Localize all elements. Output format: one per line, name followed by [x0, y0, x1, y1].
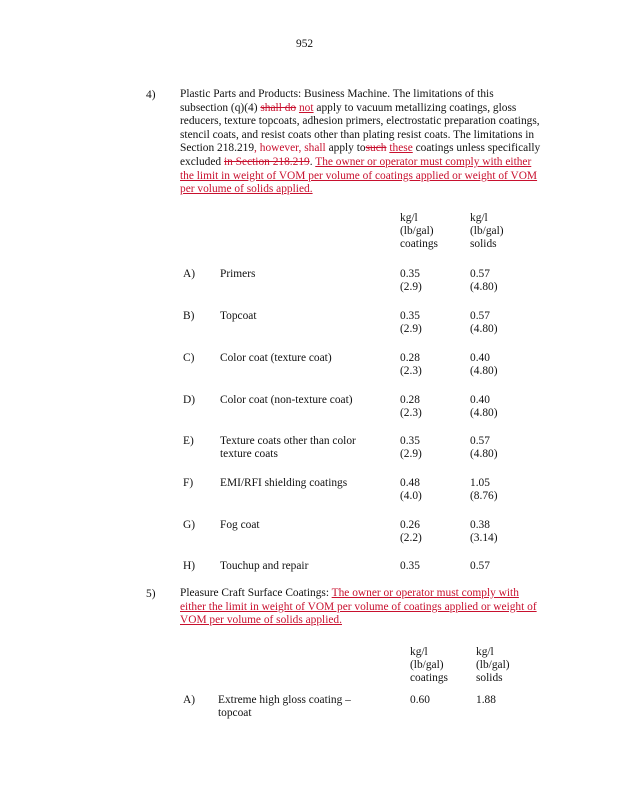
header-line: (lb/gal): [410, 659, 444, 671]
header-line: kg/l: [470, 212, 488, 224]
row-coatings-value: 0.26 (2.2): [400, 519, 422, 544]
row-solids-value: 0.57 (4.80): [470, 435, 498, 460]
row-letter: H): [183, 560, 196, 572]
header-line: kg/l: [410, 646, 428, 658]
text-run: coatings unless specifically excluded: [180, 142, 541, 168]
row-letter: F): [183, 477, 194, 489]
section-4-paragraph: [180, 88, 542, 197]
header-line: (lb/gal): [400, 225, 434, 237]
text-run: shall do: [260, 101, 297, 114]
header-line: coatings: [410, 672, 448, 684]
row-label: Topcoat: [220, 310, 257, 322]
row-solids-value: 0.40 (4.80): [470, 352, 498, 377]
section-5-coatings-header: [410, 646, 448, 685]
row-solids-value: 0.57 (4.80): [470, 310, 498, 335]
row-label: Color coat (texture coat): [220, 352, 332, 364]
row-label: Fog coat: [220, 519, 260, 531]
header-line: (lb/gal): [470, 225, 504, 237]
text-run: Plastic Parts and Products: Business Machine. The limitations of this subsection (q)(4): [180, 88, 494, 114]
row-solids-value: 1.88: [476, 694, 496, 706]
row-coatings-value: 0.35 (2.9): [400, 310, 422, 335]
row-letter: B): [183, 310, 195, 322]
section-4-solids-header: [470, 212, 504, 251]
section-5-solids-header: [476, 646, 510, 685]
row-letter: E): [183, 435, 194, 447]
row-letter: C): [183, 352, 195, 364]
row-coatings-value: 0.35: [400, 560, 420, 572]
row-label: Touchup and repair: [220, 560, 309, 572]
row-letter: D): [183, 394, 196, 406]
section-4-coatings-header: [400, 212, 438, 251]
text-run: such: [365, 142, 387, 155]
row-coatings-value: 0.60: [410, 694, 430, 706]
text-run: The owner or operator must comply with either the limit in weight of VOM per volume of coatings applied or weight of VOM per volume of solids applied.: [180, 155, 538, 196]
page-number: 952: [296, 38, 314, 50]
row-solids-value: 0.57 (4.80): [470, 268, 498, 293]
row-solids-value: 0.57: [470, 560, 490, 572]
row-solids-value: 0.40 (4.80): [470, 394, 498, 419]
text-run: .: [309, 155, 313, 168]
row-label: Texture coats other than color texture coats: [220, 435, 356, 460]
row-letter: A): [183, 268, 196, 280]
text-run: apply to: [325, 142, 366, 155]
section-5-number: 5): [146, 588, 156, 600]
row-coatings-value: 0.35 (2.9): [400, 268, 422, 293]
row-letter: G): [183, 519, 196, 531]
row-label: EMI/RFI shielding coatings: [220, 477, 348, 489]
row-solids-value: 1.05 (8.76): [470, 477, 498, 502]
header-line: (lb/gal): [476, 659, 510, 671]
section-5-paragraph: [180, 587, 542, 628]
text-run: Pleasure Craft Surface Coatings:: [180, 587, 332, 599]
text-run: apply to vacuum metallizing coatings, gloss reducers, texture topcoats, adhesion primers, electrostatic preparation coatings, stencil coats, and resist coats other than plating resist coats. The limitations in Section 218.219: [180, 101, 540, 155]
header-line: solids: [470, 238, 497, 250]
text-run: in Section 218.219: [223, 155, 310, 168]
header-line: kg/l: [400, 212, 418, 224]
header-line: coatings: [400, 238, 438, 250]
row-coatings-value: 0.28 (2.3): [400, 352, 422, 377]
header-line: solids: [476, 672, 503, 684]
row-label: Color coat (non-texture coat): [220, 394, 353, 406]
text-run: The owner or operator must comply with either the limit in weight of VOM per volume of coatings applied or weight of VOM per volume of solids applied.: [180, 587, 537, 627]
row-solids-value: 0.38 (3.14): [470, 519, 498, 544]
text-run: , however, shall: [254, 142, 326, 155]
row-letter: A): [183, 694, 196, 706]
section-4-number: 4): [146, 89, 156, 101]
row-coatings-value: 0.48 (4.0): [400, 477, 422, 502]
header-line: kg/l: [476, 646, 494, 658]
text-run: not: [298, 101, 314, 114]
row-coatings-value: 0.35 (2.9): [400, 435, 422, 460]
row-coatings-value: 0.28 (2.3): [400, 394, 422, 419]
row-label: Extreme high gloss coating – topcoat: [218, 694, 351, 719]
text-run: these: [389, 142, 413, 155]
row-label: Primers: [220, 268, 256, 280]
